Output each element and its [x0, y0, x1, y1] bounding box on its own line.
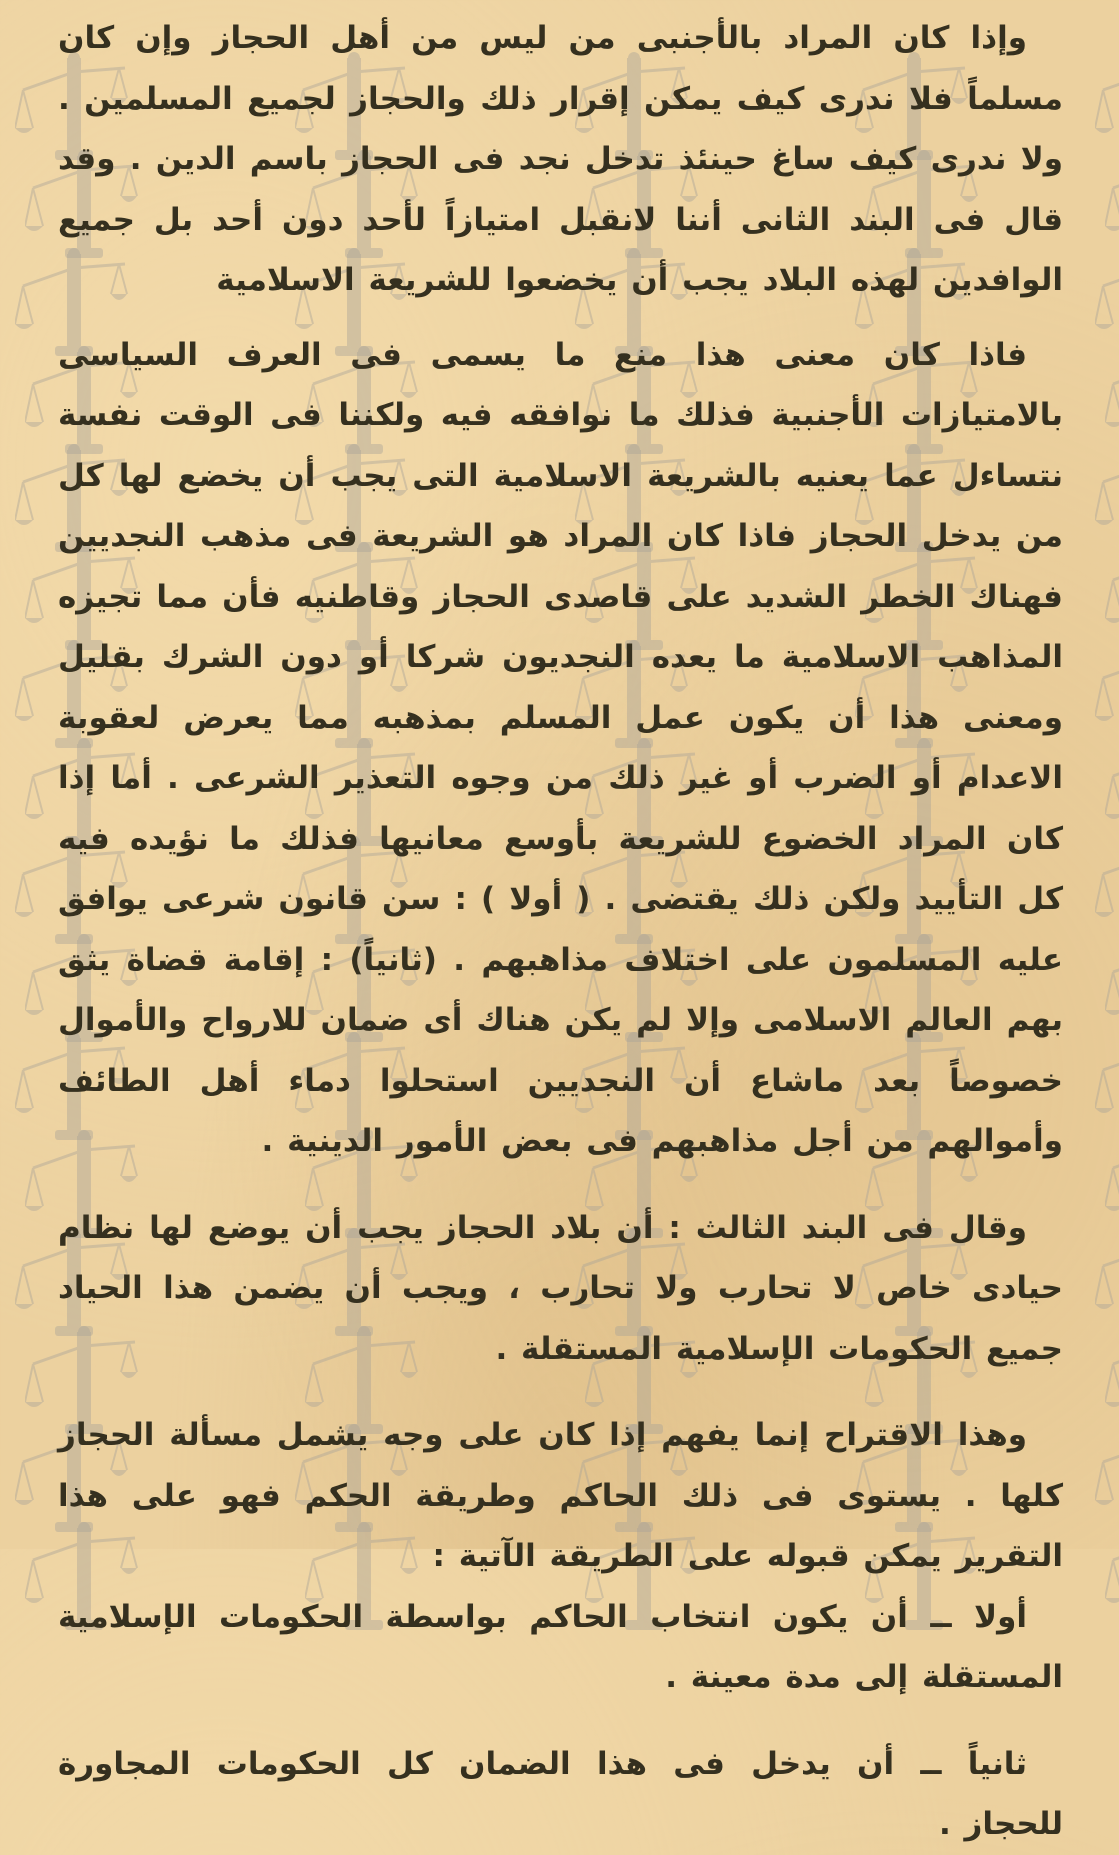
paragraph-spacer	[58, 311, 1063, 325]
scales-of-justice-icon	[1095, 638, 1119, 758]
paragraph-4: وهذا الاقتراح إنما يفهم إذا كان على وجه يشمل مسألة الحجاز كلها . يستوى فى ذلك الحاكم وطريقة الحكم فهو على هذا التقرير يمكن قبوله على الطريقة الآتية :	[58, 1417, 1063, 1574]
scales-of-justice-icon	[1105, 148, 1119, 268]
paragraph-3: وقال فى البند الثالث : أن بلاد الحجاز يجب أن يوضع لها نظام حيادى خاص لا تحارب ولا تحارب ، ويجب أن يضمن هذا الحياد جميع الحكومات الإسلامية المستقلة .	[58, 1209, 1063, 1367]
scales-of-justice-icon	[1105, 736, 1119, 856]
scales-of-justice-icon	[1105, 1324, 1119, 1444]
scales-of-justice-icon	[1095, 442, 1119, 562]
paragraph-1: وإذا كان المراد بالأجنبى من ليس من أهل الحجاز وإن كان مسلماً فلا ندرى كيف يمكن إقرار ذلك والحجاز لجميع المسلمين . ولا ندرى كيف ساغ حينئذ تدخل نجد فى الحجاز باسم الدين . وقد قال فى البند الثانى أننا لانقبل امتيازاً لأحد دون أحد بل جميع الوافدين لهذه البلاد يجب أن يخضعوا للشريعة الاسلامية	[58, 20, 1063, 298]
list-item-second: ثانياً ــ أن يدخل فى هذا الضمان كل الحكومات المجاورة للحجاز .	[58, 1745, 1063, 1842]
scales-of-justice-icon	[1095, 246, 1119, 366]
paragraph-spacer	[58, 1708, 1063, 1734]
scales-of-justice-icon	[1105, 344, 1119, 464]
paragraph-spacer	[58, 1172, 1063, 1198]
document-page	[58, 8, 1063, 1855]
scales-of-justice-icon	[1105, 932, 1119, 1052]
scales-of-justice-icon	[1095, 1422, 1119, 1542]
list-item-first: أولا ــ أن يكون انتخاب الحاكم بواسطة الحكومات الإسلامية المستقلة إلى مدة معينة .	[58, 1598, 1063, 1695]
paragraph-spacer	[58, 1379, 1063, 1405]
scales-of-justice-icon	[1095, 1226, 1119, 1346]
scales-of-justice-icon	[1105, 540, 1119, 660]
scales-of-justice-icon	[1095, 834, 1119, 954]
scales-of-justice-icon	[1105, 1520, 1119, 1640]
scales-of-justice-icon	[1105, 1128, 1119, 1248]
paragraph-2: فاذا كان معنى هذا منع ما يسمى فى العرف السياسى بالامتيازات الأجنبية فذلك ما نوافقه فيه ولكننا فى الوقت نفسة نتساءل عما يعنيه بالشريعة الاسلامية التى يجب أن يخضع لها كل من يدخل الحجاز فاذا كان المراد هو الشريعة فى مذهب النجديين فهناك الخطر الشديد على قاصدى الحجاز وقاطنيه فأن مما تجيزه المذاهب الاسلامية ما يعده النجديون شركا أو دون الشرك بقليل ومعنى هذا أن يكون عمل المسلم بمذهبه مما يعرض لعقوبة الاعدام أو الضرب أو غير ذلك من وجوه التعذير الشرعى . أما إذا كان المراد الخضوع للشريعة بأوسع معانيها فذلك ما نؤيده فيه كل التأييد ولكن ذلك يقتضى . ( أولا ) : سن قانون شرعى يوافق عليه المسلمون على اختلاف مذاهبهم . (ثانياً) : إقامة قضاة يثق بهم العالم الاسلامى وإلا لم يكن هناك أى ضمان للارواح والأموال خصوصاً بعد ماشاع أن النجديين استحلوا دماء أهل الطائف وأموالهم من أجل مذاهبهم فى بعض الأمور الدينية .	[58, 336, 1063, 1159]
scales-of-justice-icon	[1095, 1030, 1119, 1150]
scales-of-justice-icon	[1095, 50, 1119, 170]
